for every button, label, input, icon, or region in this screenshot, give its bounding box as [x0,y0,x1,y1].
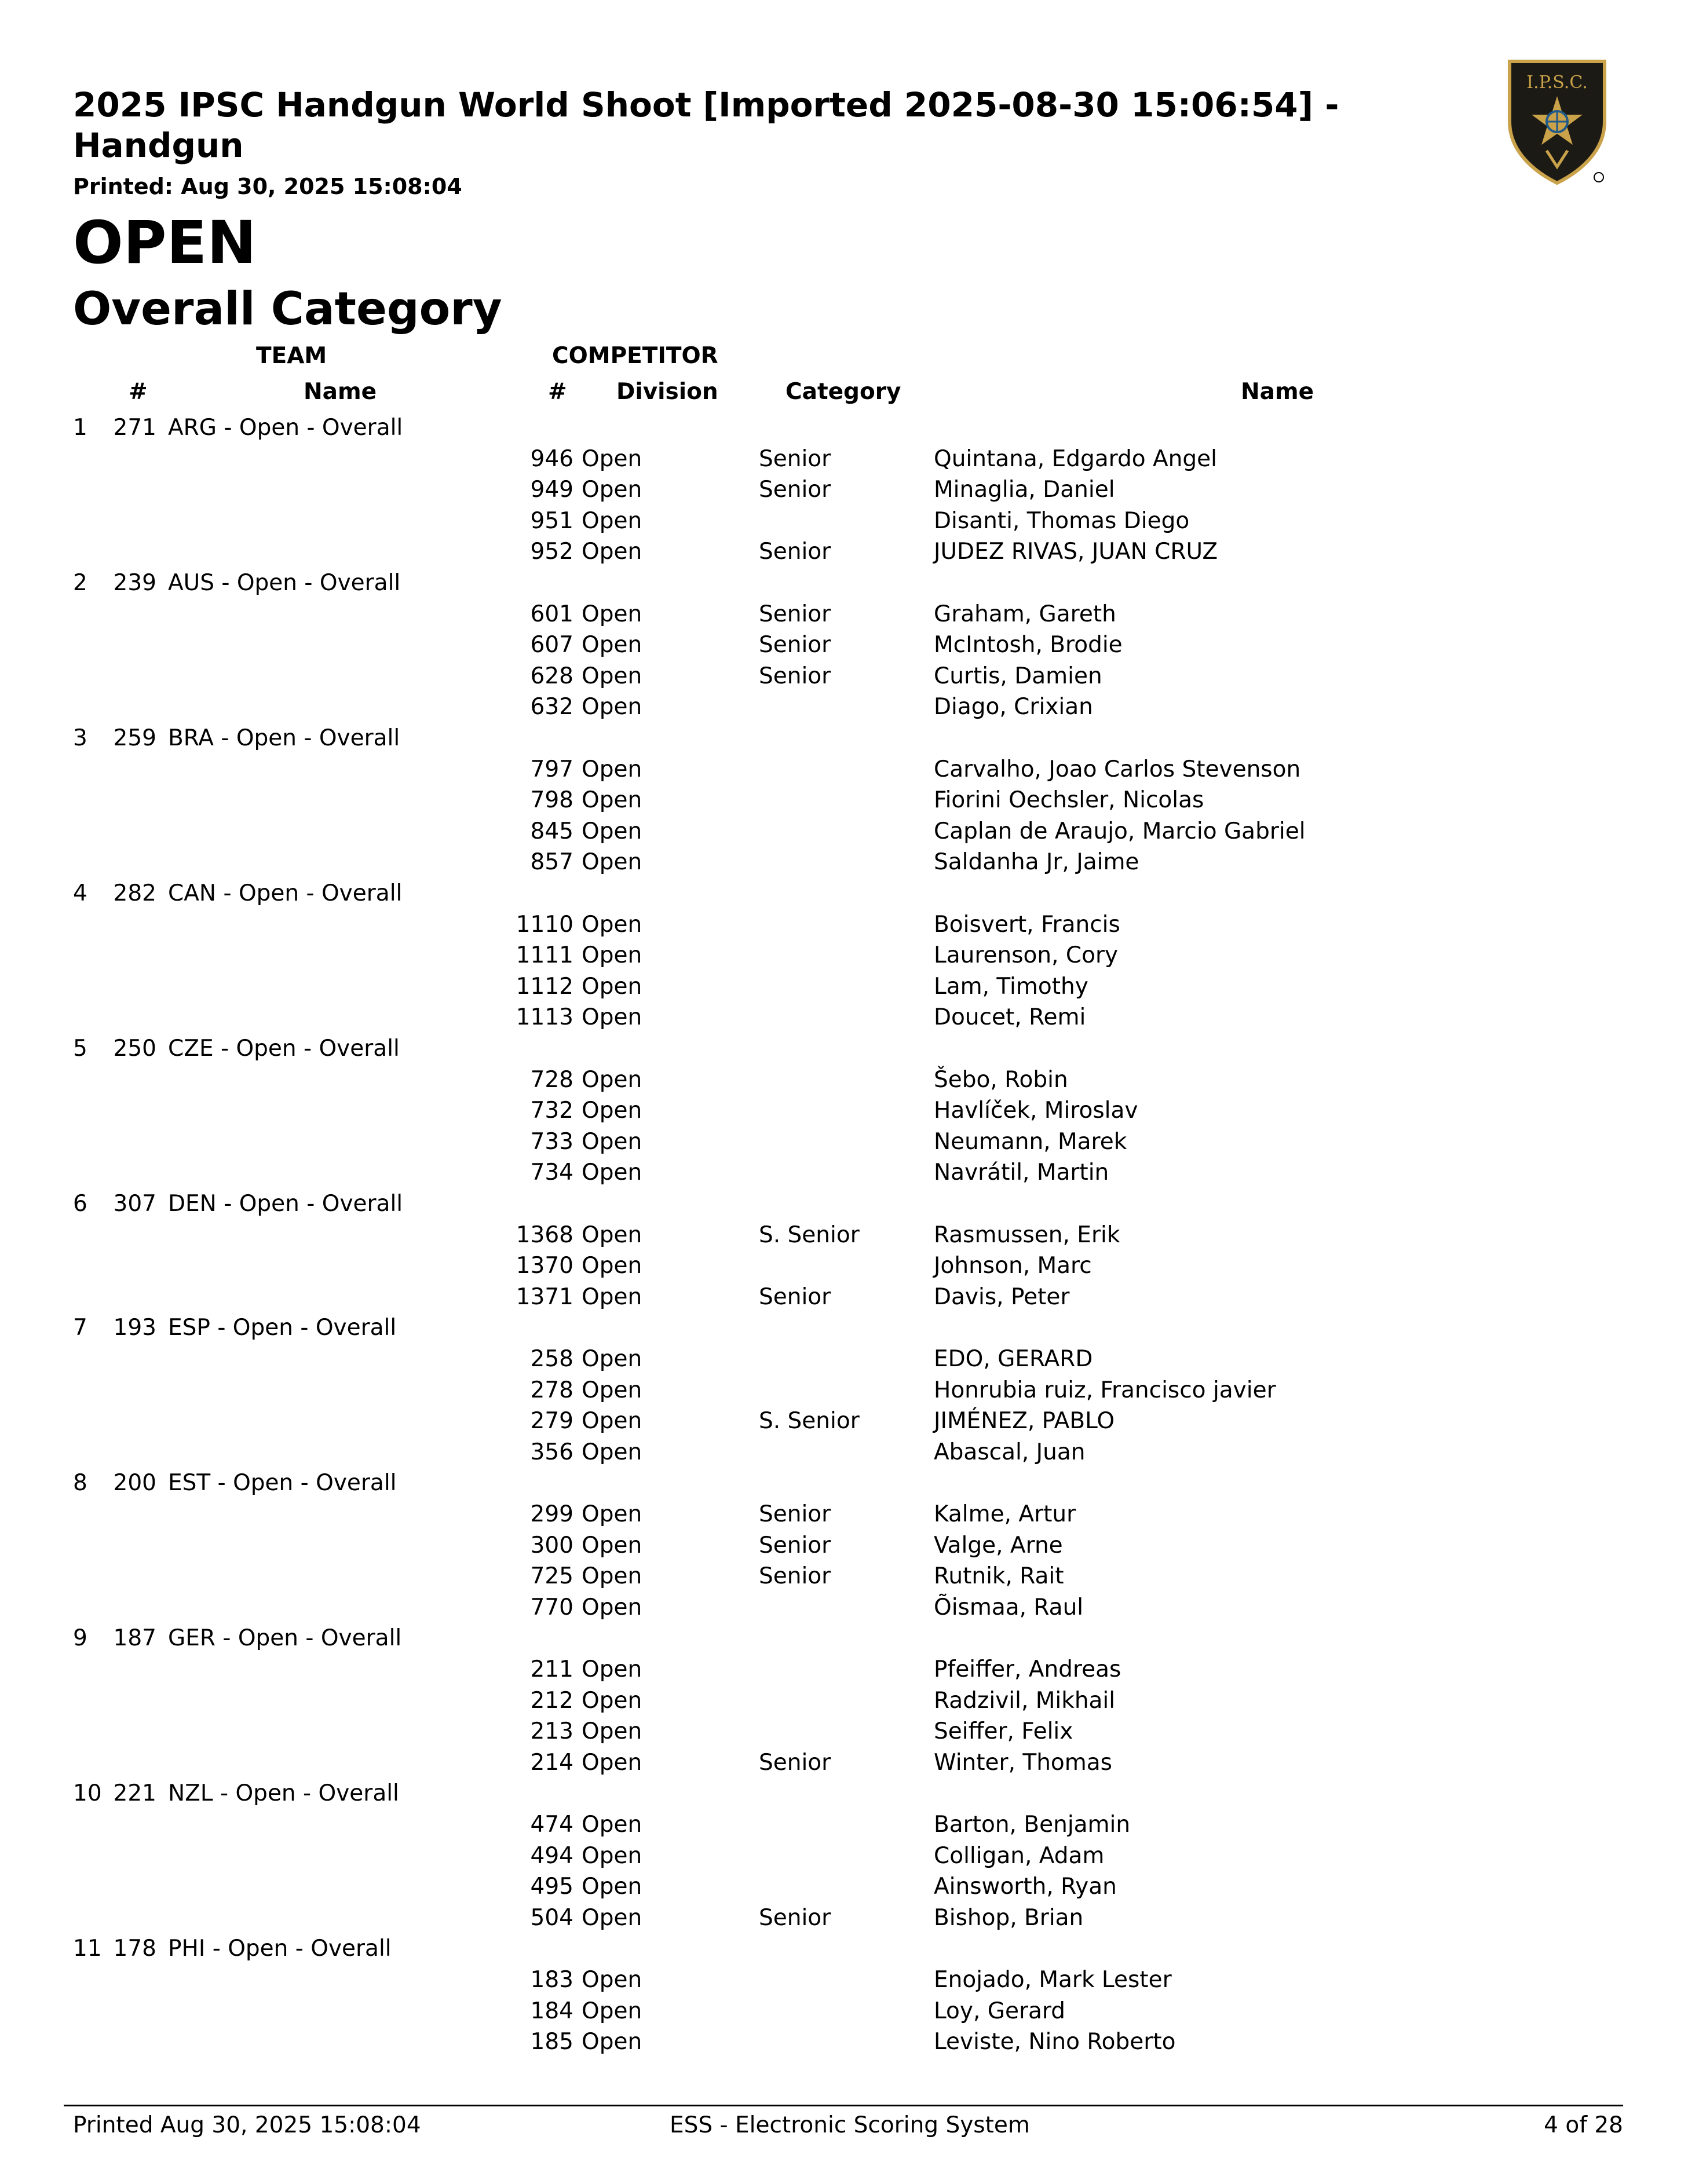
competitor-row [0,1903,1688,1933]
competitor-division: Open [582,1718,642,1745]
competitor-row [0,971,1688,1002]
team-rank: 11 [73,1936,102,1962]
competitor-number: 628 [530,663,573,689]
competitor-name: Curtis, Damien [934,663,1102,689]
competitor-division: Open [582,632,642,659]
competitor-number: 300 [530,1532,573,1559]
team-name: PHI - Open - Overall [168,1936,392,1962]
competitor-number: 356 [530,1439,573,1465]
competitor-number: 183 [530,1967,573,1993]
competitor-category: Senior [759,539,831,565]
competitor-name: Minaglia, Daniel [934,477,1115,503]
competitor-number: 952 [530,539,573,565]
competitor-number: 725 [530,1563,573,1590]
competitor-category: Senior [759,1904,831,1931]
team-number: 307 [113,1191,156,1217]
competitor-number: 1112 [516,973,573,1000]
competitor-number: 1110 [516,911,573,938]
competitor-name: Havlíček, Miroslav [934,1098,1138,1124]
competitor-row [0,1685,1688,1716]
competitor-row [0,1592,1688,1623]
team-rank: 2 [73,570,87,596]
competitor-group-header: COMPETITOR [552,343,718,369]
competitor-division: Open [582,1283,642,1310]
competitor-number-header: # [548,379,567,405]
competitor-number: 1371 [516,1283,573,1310]
competitor-name: Colligan, Adam [934,1842,1105,1869]
competitor-row [0,599,1688,630]
competitor-division: Open [582,973,642,1000]
logo-text: I.P.S.C. [1526,72,1588,93]
competitor-row [0,1406,1688,1436]
competitor-name: Quintana, Edgardo Angel [934,445,1217,472]
competitor-name: Carvalho, Joao Carlos Stevenson [934,756,1301,782]
competitor-category: Senior [759,601,831,627]
competitor-number: 299 [530,1501,573,1527]
team-name: ESP - Open - Overall [168,1315,397,1341]
competitor-row [0,1064,1688,1095]
competitor-name: Radzivil, Mikhail [934,1687,1116,1714]
competitor-name: Rutnik, Rait [934,1563,1064,1590]
team-name: BRA - Open - Overall [168,725,400,751]
competitor-number: 845 [530,818,573,844]
competitor-number: 1113 [516,1004,573,1031]
competitor-row [0,1437,1688,1468]
team-name: DEN - Open - Overall [168,1191,403,1217]
competitor-row [0,1375,1688,1406]
competitor-name: Seiffer, Felix [934,1718,1073,1745]
competitor-division: Open [582,787,642,814]
competitor-name: Graham, Gareth [934,601,1116,627]
competitor-division: Open [582,849,642,876]
competitor-number: 797 [530,756,573,782]
competitor-row [0,536,1688,567]
competitor-row [0,1530,1688,1561]
competitor-row [0,1809,1688,1840]
competitor-row [0,1654,1688,1685]
competitor-row [0,940,1688,971]
competitor-division: Open [582,756,642,782]
competitor-number: 474 [530,1812,573,1838]
team-row [0,1468,1688,1498]
competitor-row [0,1747,1688,1778]
team-rank: 8 [73,1470,87,1497]
competitor-name: EDO, GERARD [934,1346,1093,1372]
competitor-row [0,1561,1688,1592]
team-row [0,412,1688,443]
competitor-division: Open [582,1004,642,1031]
competitor-division: Open [582,1439,642,1465]
competitor-row [0,1095,1688,1126]
competitor-row [0,909,1688,940]
competitor-row [0,2026,1688,2057]
competitor-name: Navrátil, Martin [934,1159,1109,1186]
report-title: 2025 IPSC Handgun World Shoot [Imported 2025-08-30 15:06:54] - Handgun [73,85,1339,165]
team-number: 178 [113,1936,156,1962]
team-number: 187 [113,1625,156,1652]
competitor-category: Senior [759,477,831,503]
team-number-header: # [129,379,148,405]
competitor-number: 494 [530,1842,573,1869]
team-name: CZE - Open - Overall [168,1036,400,1062]
competitor-division: Open [582,818,642,844]
team-row [0,1312,1688,1343]
competitor-category: S. Senior [759,1221,860,1248]
footer-printed: Printed Aug 30, 2025 15:08:04 [73,2112,421,2138]
team-row [0,878,1688,909]
competitor-name: Boisvert, Francis [934,911,1120,938]
team-row [0,1778,1688,1809]
competitor-division: Open [582,1501,642,1527]
competitor-division: Open [582,1066,642,1093]
competitor-name: Disanti, Thomas Diego [934,507,1190,534]
printed-timestamp: Printed: Aug 30, 2025 15:08:04 [73,174,462,199]
competitor-name: Johnson, Marc [934,1253,1092,1279]
competitor-division: Open [582,942,642,969]
competitor-division: Open [582,1532,642,1559]
competitor-category-header: Category [785,379,901,405]
competitor-row [0,754,1688,785]
competitor-row [0,816,1688,847]
competitor-name: Lam, Timothy [934,973,1088,1000]
competitor-number: 951 [530,507,573,534]
competitor-category: S. Senior [759,1408,860,1435]
competitor-row [0,1996,1688,2026]
competitor-number: 770 [530,1594,573,1620]
competitor-name: Õismaa, Raul [934,1594,1084,1620]
team-name: EST - Open - Overall [168,1470,397,1497]
competitor-division: Open [582,1874,642,1900]
competitor-name: JUDEZ RIVAS, JUAN CRUZ [934,539,1218,565]
competitor-category: Senior [759,663,831,689]
competitor-category: Senior [759,1563,831,1590]
team-number: 239 [113,570,156,596]
competitor-name: Pfeiffer, Andreas [934,1656,1121,1682]
competitor-row [0,1002,1688,1033]
competitor-number: 211 [530,1656,573,1682]
competitor-name: Kalme, Artur [934,1501,1076,1527]
competitor-number: 1368 [516,1221,573,1248]
competitor-name: Laurenson, Cory [934,942,1119,969]
competitor-name: Diago, Crixian [934,694,1093,720]
team-number: 193 [113,1315,156,1341]
competitor-number: 504 [530,1904,573,1931]
competitor-number: 949 [530,477,573,503]
competitor-name: Doucet, Remi [934,1004,1086,1031]
competitor-name: Winter, Thomas [934,1749,1112,1776]
competitor-division: Open [582,1408,642,1435]
team-rank: 7 [73,1315,87,1341]
competitor-row [0,630,1688,660]
competitor-division: Open [582,2029,642,2055]
team-rank: 5 [73,1036,87,1062]
competitor-division: Open [582,1998,642,2024]
competitor-name: Bishop, Brian [934,1904,1084,1931]
competitor-number: 278 [530,1377,573,1403]
team-number: 250 [113,1036,156,1062]
footer-divider [64,2105,1623,2106]
team-rank: 10 [73,1780,102,1807]
competitor-name-header: Name [1241,379,1314,405]
competitor-number: 632 [530,694,573,720]
competitor-number: 213 [530,1718,573,1745]
team-name: ARG - Open - Overall [168,415,403,441]
competitor-number: 279 [530,1408,573,1435]
competitor-division: Open [582,663,642,689]
competitor-name: Fiorini Oechsler, Nicolas [934,787,1204,814]
team-name: AUS - Open - Overall [168,570,401,596]
competitor-name: Davis, Peter [934,1283,1070,1310]
competitor-division: Open [582,1967,642,1993]
team-number: 259 [113,725,156,751]
competitor-division: Open [582,1687,642,1714]
team-number: 200 [113,1470,156,1497]
competitor-row [0,1344,1688,1374]
competitor-division: Open [582,1128,642,1155]
competitor-name: McIntosh, Brodie [934,632,1123,659]
competitor-number: 212 [530,1687,573,1714]
competitor-name: Caplan de Araujo, Marcio Gabriel [934,818,1306,844]
team-number: 221 [113,1780,156,1807]
competitor-name: Saldanha Jr, Jaime [934,849,1139,876]
competitor-division: Open [582,507,642,534]
competitor-number: 798 [530,787,573,814]
competitor-name: Enojado, Mark Lester [934,1967,1172,1993]
team-group-header: TEAM [256,343,327,369]
competitor-division: Open [582,1842,642,1869]
team-name: GER - Open - Overall [168,1625,402,1652]
team-rank: 1 [73,415,87,441]
competitor-number: 728 [530,1066,573,1093]
competitor-division: Open [582,1563,642,1590]
team-number: 282 [113,880,156,906]
competitor-number: 214 [530,1749,573,1776]
competitor-name: Valge, Arne [934,1532,1063,1559]
team-row [0,1033,1688,1064]
footer-page-number: 4 of 28 [1544,2112,1623,2138]
competitor-name: Šebo, Robin [934,1066,1068,1093]
competitor-row [0,1220,1688,1250]
competitor-row [0,1126,1688,1157]
team-row [0,1188,1688,1219]
competitor-row [0,1250,1688,1281]
competitor-category: Senior [759,1501,831,1527]
team-row [0,1933,1688,1964]
competitor-number: 732 [530,1098,573,1124]
competitor-name: Honrubia ruiz, Francisco javier [934,1377,1276,1403]
competitor-division: Open [582,1253,642,1279]
competitor-division: Open [582,1749,642,1776]
competitor-division: Open [582,1594,642,1620]
competitor-row [0,1841,1688,1871]
competitor-division: Open [582,477,642,503]
team-row [0,568,1688,598]
competitor-number: 734 [530,1159,573,1186]
competitor-name: Abascal, Juan [934,1439,1086,1465]
competitor-division: Open [582,1656,642,1682]
competitor-row [0,1716,1688,1747]
competitor-number: 185 [530,2029,573,2055]
team-row [0,723,1688,753]
team-rank: 9 [73,1625,87,1652]
competitor-number: 733 [530,1128,573,1155]
team-number: 271 [113,415,156,441]
competitor-name: Leviste, Nino Roberto [934,2029,1176,2055]
competitor-number: 857 [530,849,573,876]
ipsc-logo [1506,58,1608,186]
competitor-division: Open [582,601,642,627]
competitor-category: Senior [759,1532,831,1559]
competitor-division-header: Division [616,379,718,405]
competitor-division: Open [582,694,642,720]
competitor-row [0,1282,1688,1312]
competitor-row [0,444,1688,474]
competitor-name: Ainsworth, Ryan [934,1874,1117,1900]
team-name: CAN - Open - Overall [168,880,403,906]
competitor-row [0,1499,1688,1530]
competitor-division: Open [582,1904,642,1931]
competitor-number: 258 [530,1346,573,1372]
competitor-name: Neumann, Marek [934,1128,1127,1155]
competitor-name: JIMÉNEZ, PABLO [934,1408,1115,1435]
competitor-number: 184 [530,1998,573,2024]
competitor-row [0,1871,1688,1902]
competitor-number: 1370 [516,1253,573,1279]
competitor-division: Open [582,1377,642,1403]
competitor-division: Open [582,1346,642,1372]
competitor-name: Rasmussen, Erik [934,1221,1120,1248]
team-name: NZL - Open - Overall [168,1780,399,1807]
competitor-division: Open [582,1159,642,1186]
competitor-row [0,1964,1688,1995]
competitor-number: 946 [530,445,573,472]
footer-system: ESS - Electronic Scoring System [670,2112,1030,2138]
team-rank: 4 [73,880,87,906]
team-row [0,1623,1688,1653]
competitor-category: Senior [759,1283,831,1310]
competitor-division: Open [582,1098,642,1124]
competitor-number: 601 [530,601,573,627]
division-heading: OPEN [73,208,257,277]
competitor-row [0,661,1688,692]
competitor-row [0,474,1688,505]
competitor-number: 495 [530,1874,573,1900]
competitor-division: Open [582,539,642,565]
competitor-division: Open [582,911,642,938]
competitor-number: 1111 [516,942,573,969]
team-rank: 6 [73,1191,87,1217]
competitor-category: Senior [759,445,831,472]
competitor-row [0,847,1688,877]
competitor-row [0,1157,1688,1188]
competitor-row [0,506,1688,536]
team-name-header: Name [304,379,377,405]
category-heading: Overall Category [73,283,502,335]
team-rank: 3 [73,725,87,751]
competitor-category: Senior [759,1749,831,1776]
competitor-row [0,692,1688,722]
competitor-row [0,785,1688,815]
competitor-category: Senior [759,632,831,659]
competitor-name: Loy, Gerard [934,1998,1066,2024]
competitor-number: 607 [530,632,573,659]
competitor-division: Open [582,1221,642,1248]
competitor-division: Open [582,445,642,472]
competitor-division: Open [582,1812,642,1838]
competitor-name: Barton, Benjamin [934,1812,1131,1838]
